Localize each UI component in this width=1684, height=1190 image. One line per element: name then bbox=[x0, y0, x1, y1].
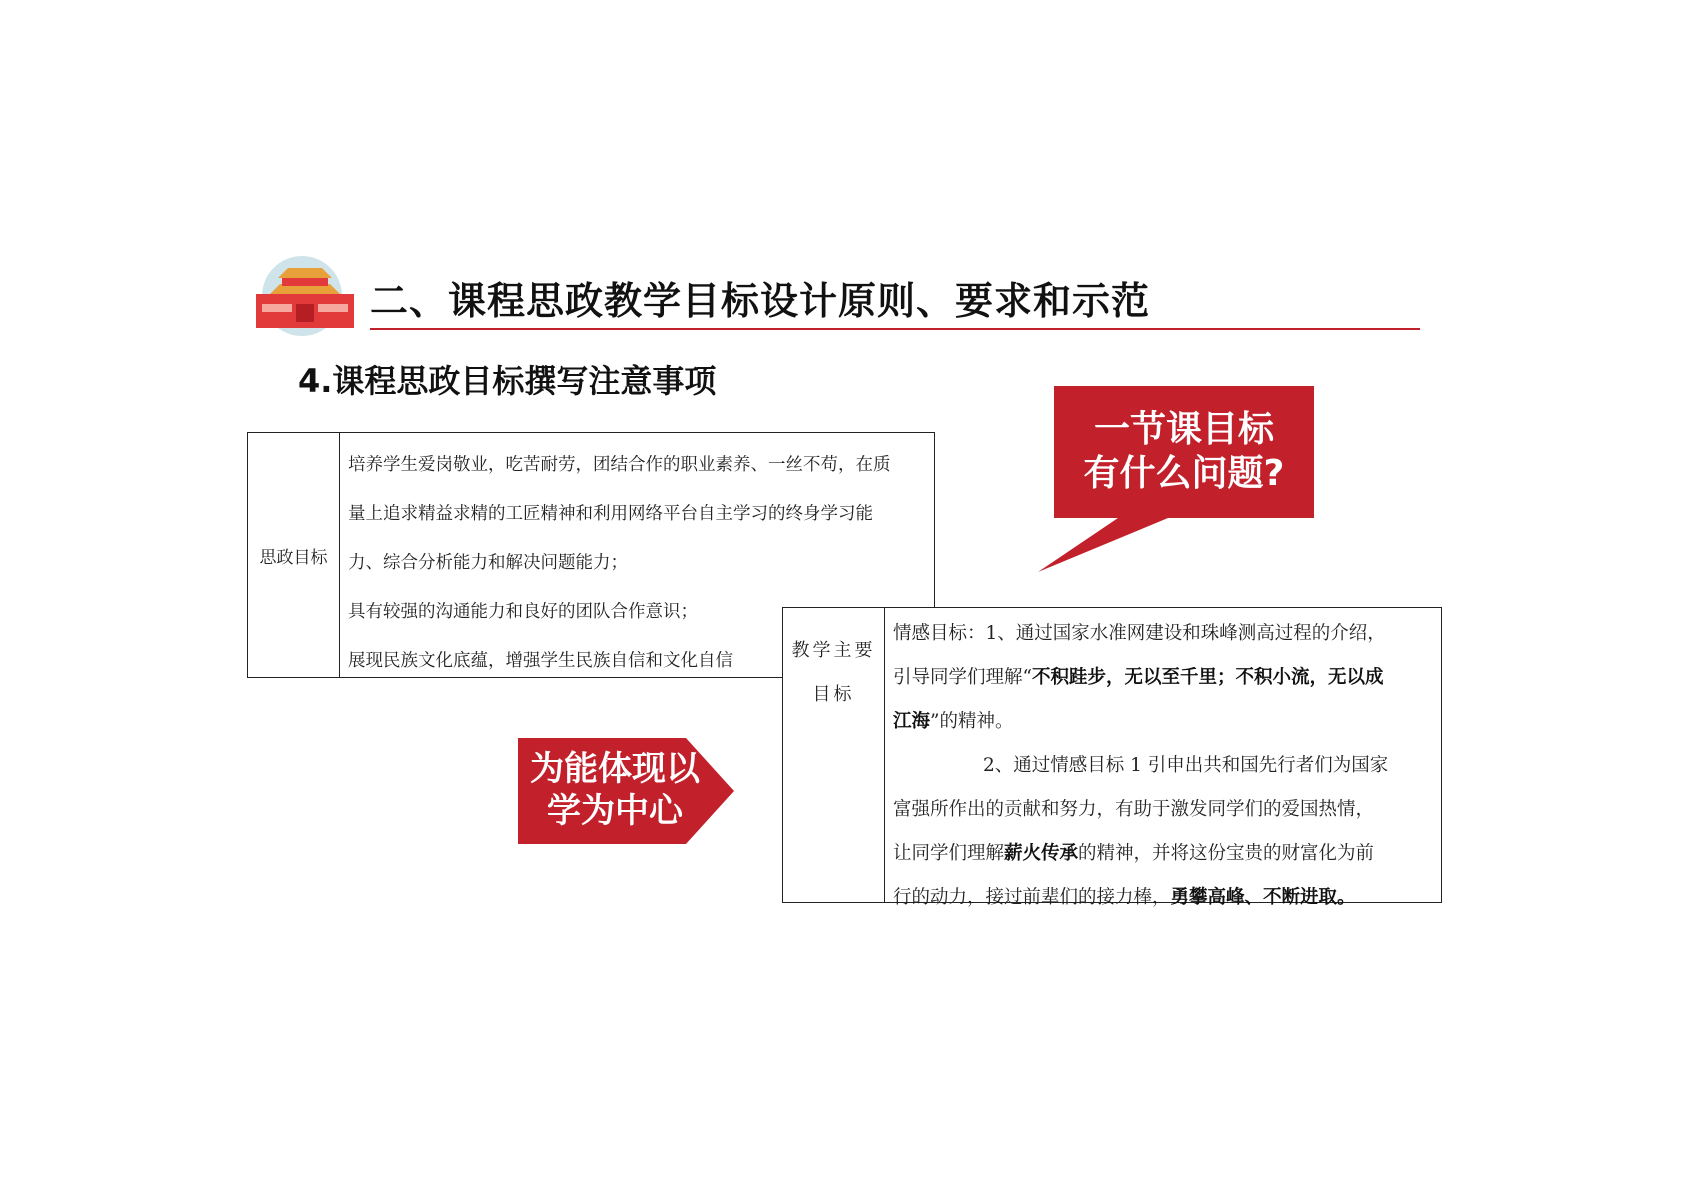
callout-question-text bbox=[1054, 408, 1314, 496]
text-run: 让同学们理解 bbox=[893, 843, 1005, 864]
emphasis-text: 江海 bbox=[893, 711, 931, 732]
text-run: 引导同学们理解“ bbox=[893, 667, 1032, 688]
table-line: 展现民族文化底蕴，增强学生民族自信和文化自信 bbox=[348, 651, 733, 671]
callout-line: 有什么问题? bbox=[1083, 453, 1285, 494]
table-line bbox=[893, 876, 1439, 920]
text-run: 行的动力，接过前辈们的接力棒， bbox=[893, 887, 1171, 908]
table-line: 力、综合分析能力和解决问题能力； bbox=[348, 553, 628, 573]
table-line bbox=[893, 832, 1439, 876]
label-line: 教学主要 bbox=[791, 640, 876, 661]
table-line bbox=[893, 700, 1439, 744]
table-line bbox=[893, 656, 1439, 700]
emphasis-text: 勇攀高峰、不断进取。 bbox=[1170, 887, 1356, 908]
text-run: 的精神，并将这份宝贵的财富化为前 bbox=[1078, 843, 1375, 864]
title-divider bbox=[370, 328, 1420, 330]
main-teaching-goal-table bbox=[782, 607, 1442, 908]
emphasis-text: 不积跬步，无以至千里；不积小流，无以成 bbox=[1031, 667, 1384, 688]
table-line: 量上追求精益求精的工匠精神和利用网络平台自主学习的终身学习能 bbox=[348, 504, 873, 524]
table-line: 2、通过情感目标 1 引申出共和国先行者们为国家 bbox=[983, 755, 1389, 776]
label-line: 目标 bbox=[812, 684, 855, 705]
section-subtitle: 4.课程思政目标撰写注意事项 bbox=[298, 362, 717, 400]
table-line: 具有较强的沟通能力和良好的团队合作意识； bbox=[348, 602, 698, 622]
main-goal-content bbox=[893, 612, 1439, 920]
table-line: 情感目标：1、通过国家水准网建设和珠峰测高过程的介绍， bbox=[893, 623, 1386, 644]
callout-line: 为能体现以 bbox=[530, 749, 700, 789]
table-label-ideology-goal: 思政目标 bbox=[248, 433, 340, 677]
callout-line: 学为中心 bbox=[547, 791, 683, 831]
page-title: 二、课程思政教学目标设计原则、要求和示范 bbox=[370, 279, 1151, 323]
table-line: 培养学生爱岗敬业，吃苦耐劳，团结合作的职业素养、一丝不苟，在质 bbox=[348, 455, 891, 475]
palace-logo-icon bbox=[256, 256, 356, 346]
emphasis-text: 薪火传承 bbox=[1004, 843, 1079, 864]
table-label-main-goal bbox=[783, 608, 885, 902]
callout-student-centered-text bbox=[520, 748, 710, 832]
callout-line: 一节课目标 bbox=[1093, 409, 1274, 450]
text-run: ”的精神。 bbox=[930, 711, 1014, 732]
table-line: 富强所作出的贡献和努力，有助于激发同学们的爱国热情， bbox=[893, 799, 1375, 820]
